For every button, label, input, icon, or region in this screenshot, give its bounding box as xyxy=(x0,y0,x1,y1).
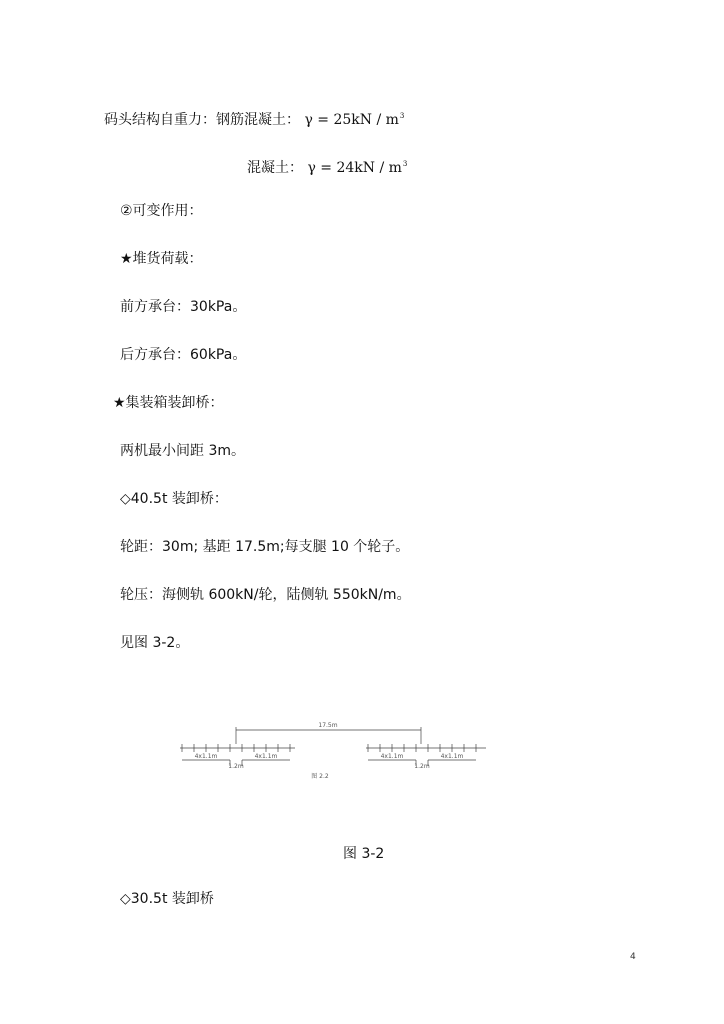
concrete-formula-text: γ = 24kN / m xyxy=(307,160,402,176)
right-group-b-label: 4x1.1m xyxy=(440,753,464,760)
right-leg-gap-label: 1.2m xyxy=(414,763,430,770)
rc-unit-weight-formula xyxy=(304,112,404,128)
container-crane-heading: ★集装箱装卸桥： xyxy=(113,395,224,411)
right-group-a-label: 4x1.1m xyxy=(380,753,404,760)
figure-inner-caption: 图 2.2 xyxy=(311,773,329,780)
page-number: 4 xyxy=(630,952,636,962)
variable-action-heading: ②可变作用： xyxy=(120,203,203,219)
left-group-a-label: 4x1.1m xyxy=(194,753,218,760)
wheel-spacing-line: 轮距：30m; 基距 17.5m;每支腿 10 个轮子。 xyxy=(120,539,410,555)
wheel-load-figure xyxy=(170,716,500,786)
left-group-b-label: 4x1.1m xyxy=(254,753,278,760)
crane-405-heading: ◇40.5t 装卸桥： xyxy=(120,491,228,507)
wheel-load-diagram xyxy=(170,716,500,786)
stack-load-heading: ★堆货荷载： xyxy=(120,251,203,267)
left-leg-gap-label: 1.2m xyxy=(228,763,244,770)
self-weight-line xyxy=(104,107,404,129)
front-platform-line: 前方承台：30kPa。 xyxy=(120,299,247,315)
self-weight-label: 码头结构自重力：钢筋混凝土： xyxy=(104,112,300,128)
concrete-label: 混凝土： xyxy=(247,160,303,176)
rear-platform-line: 后方承台：60kPa。 xyxy=(120,347,247,363)
figure-caption: 图 3-2 xyxy=(343,846,385,862)
crane-spacing-line: 两机最小间距 3m。 xyxy=(120,443,245,459)
rc-formula-text: γ = 25kN / m xyxy=(304,112,399,128)
crane-305-heading: ◇30.5t 装卸桥 xyxy=(120,891,214,907)
concrete-formula-exponent: 3 xyxy=(402,160,408,168)
see-figure-line: 见图 3-2。 xyxy=(120,635,190,651)
base-span-label: 17.5m xyxy=(318,722,338,729)
concrete-unit-weight-formula xyxy=(307,160,407,176)
wheel-pressure-line: 轮压：海侧轨 600kN/轮，陆侧轨 550kN/m。 xyxy=(120,587,411,603)
rc-formula-exponent: 3 xyxy=(399,112,405,120)
concrete-line xyxy=(247,155,407,177)
